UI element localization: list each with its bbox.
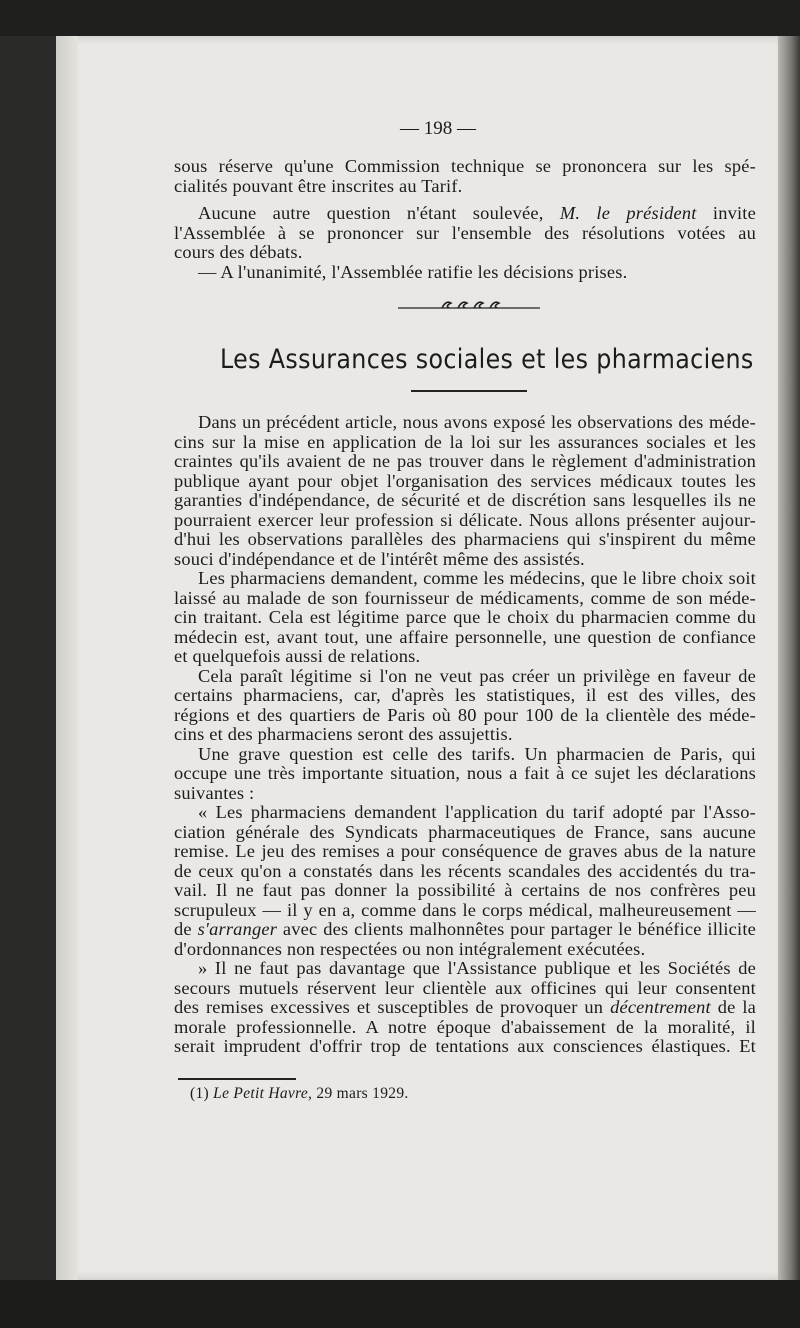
text-line: publique ayant pour objet l'organisation des services médicaux toutes les — [174, 471, 756, 491]
text-line: médecin est, avant tout, une affaire personnelle, une question de confiance — [174, 627, 756, 647]
text-line: et quelquefois aussi de relations. — [174, 647, 421, 666]
text-line: cin traitant. Cela est légitime parce que le choix du pharmacien comme du — [174, 608, 756, 627]
text-line: pourraient exercer leur profession si délicate. Nous allons présenter aujour- — [174, 510, 756, 530]
text-line: garanties d'indépendance, de sécurité et de discrétion sans lesquelles ils ne — [174, 491, 756, 510]
footnote: (1) Le Petit Havre, 29 mars 1929. — [190, 1085, 409, 1102]
text-line: ciation générale des Syndicats pharmaceutiques de France, sans aucune — [174, 822, 756, 842]
article-body — [174, 413, 756, 1057]
text-line: scrupuleux — il y en a, comme dans le corps médical, malheureusement — — [174, 900, 756, 920]
text-line: certains pharmaciens, car, d'après les statistiques, il est des villes, des — [174, 686, 756, 705]
article-title: Les Assurances sociales et les pharmaciens — [220, 344, 754, 375]
text-line: occupe une très importante situation, nous a fait à ce sujet les déclarations — [174, 764, 756, 783]
text-line: vail. Il ne faut pas donner la possibilité à certains de nos confrères peu — [174, 881, 756, 900]
text-line: cialités pouvant être inscrites au Tarif. — [174, 176, 463, 196]
scan-bottom-border — [0, 1280, 800, 1328]
text-line: régions et des quartiers de Paris où 80 pour 100 de la clientèle des méde- — [174, 705, 756, 725]
text-line: — A l'unanimité, l'Assemblée ratifie les décisions prises. — [198, 262, 628, 282]
text-line: souci d'indépendance et de l'intérêt même des assistés. — [174, 549, 585, 569]
text-line: l'Assemblée à se prononcer sur l'ensemble des résolutions votées au — [174, 223, 756, 243]
text-line: Cela paraît légitime si l'on ne veut pas créer un privilège en faveur de — [198, 666, 756, 686]
text-line: serait imprudent d'offrir trop de tentations aux consciences élastiques. Et — [174, 1037, 756, 1056]
page-number: — 198 — — [400, 118, 476, 139]
text-line: morale professionnelle. A notre époque d'abaissement de la moralité, il — [174, 1017, 756, 1037]
text-line: de ceux qu'on a constatés dans les récents scandales des accidentés du tra- — [174, 861, 756, 881]
text-line: Aucune autre question n'étant soulevée, M. le président invite — [198, 204, 756, 223]
separator-ornament-icon — [398, 296, 540, 318]
text-line: cins sur la mise en application de la loi sur les assurances sociales et les — [174, 432, 756, 452]
footnote-rule — [178, 1078, 296, 1080]
text-line: cours des débats. — [174, 243, 303, 262]
text-line: sous réserve qu'une Commission technique se prononcera sur les spé- — [174, 157, 756, 176]
text-line: secours mutuels réservent leur clientèle aux officines qui leur consentent — [174, 978, 756, 998]
text-line: Les pharmaciens demandent, comme les médecins, que le libre choix soit — [198, 569, 756, 588]
text-line: d'ordonnances non respectées ou non intégralement exécutées. — [174, 939, 646, 959]
page-gutter — [56, 36, 78, 1280]
text-line: laissé au malade de son fournisseur de médicaments, comme de son méde- — [174, 588, 756, 608]
text-line: craintes qu'ils avaient de ne pas trouver dans le règlement d'administration — [174, 452, 756, 471]
text-line: de s'arranger avec des clients malhonnêtes pour partager le bénéfice illicite — [174, 920, 756, 939]
text-line: remise. Le jeu des remises a pour conséquence de graves abus de la nature — [174, 842, 756, 861]
text-line: cins et des pharmaciens seront des assujettis. — [174, 725, 513, 744]
title-underline — [411, 390, 527, 392]
continued-text — [174, 157, 756, 282]
text-line: d'hui les observations parallèles des pharmaciens qui s'inspirent du même — [174, 530, 756, 549]
text-line: des remises excessives et susceptibles de provoquer un décentrement de la — [174, 998, 756, 1017]
text-line: Dans un précédent article, nous avons exposé les observations des méde- — [198, 413, 756, 432]
text-line: suivantes : — [174, 783, 255, 803]
text-line: Une grave question est celle des tarifs. Un pharmacien de Paris, qui — [198, 744, 756, 764]
text-line: « Les pharmaciens demandent l'application du tarif adopté par l'Asso- — [198, 803, 756, 822]
page-stack-edge — [778, 36, 800, 1280]
scan-top-border — [0, 0, 800, 36]
text-line: » Il ne faut pas davantage que l'Assistance publique et les Sociétés de — [198, 959, 756, 978]
